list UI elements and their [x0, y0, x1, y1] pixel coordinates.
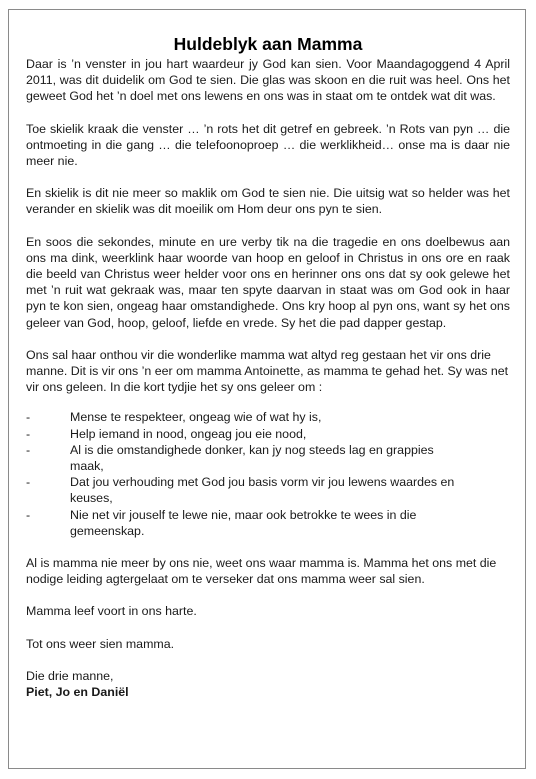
- paragraph-4: En soos die sekondes, minute en ure verby tik na die tragedie en ons doelbewus aan ons ma dink, weerklink haar woorde van hoop en geloof in Christus in ons ore en raak die beeld van Christus weer helder voor ons en herinner ons ons dat sy ook gelewe het met ’n ruit wat gekraak was, maar ten spyte daarvan in staat was om God ook in haar pyn te kon sien, ongeag haar omstandighede. Ons kry hoop al pyn ons, want sy het ons geleer van God, hoop, geloof, liefde en vrede. Sy het die pad dapper gestap.: [26, 234, 510, 330]
- bullet-dash: -: [26, 475, 31, 490]
- signature-names: Piet, Jo en Daniël: [26, 685, 129, 700]
- bullet-dash: -: [26, 507, 31, 522]
- bullet-list: [26, 409, 510, 539]
- closing-line-2: Tot ons weer sien mamma.: [26, 636, 175, 651]
- list-item: - Al is die omstandighede donker, kan jy nog steeds lag en grappies maak,: [26, 442, 434, 474]
- closing-line-1: Mamma leef voort in ons harte.: [26, 604, 197, 619]
- list-item: - Help iemand in nood, ongeag jou eie nood,: [26, 426, 307, 441]
- list-item: - Mense te respekteer, ongeag wie of wat hy is,: [26, 410, 322, 425]
- paragraph-2: Toe skielik kraak die venster … ’n rots het dit getref en gebreek. ’n Rots van pyn … die ontmoeting in die gang … die telefoonoproep … die werklikheid… onse ma is daar nie meer nie.: [26, 121, 510, 169]
- paragraph-5: Ons sal haar onthou vir die wonderlike mamma wat altyd reg gestaan het vir ons drie manne. Dit is vir ons ’n eer om mamma Antoinette, as mamma te gehad het. Sy was net vir ons geleen. In die kort tydjie het sy ons geleer om :: [26, 347, 509, 395]
- closing-paragraph: Al is mamma nie meer by ons nie, weet ons waar mamma is. Mamma het ons met die nodige leiding agtergelaat om te verseker dat ons mamma weer sal sien.: [26, 556, 497, 587]
- document-body: [26, 34, 510, 700]
- signature-line: Die drie manne,: [26, 668, 114, 683]
- bullet-dash: -: [26, 426, 31, 441]
- list-item: - Dat jou verhouding met God jou basis vorm vir jou lewens waardes en keuses,: [26, 475, 455, 506]
- bullet-dash: -: [26, 442, 31, 457]
- list-item: - Nie net vir jouself te lewe nie, maar ook betrokke te wees in die gemeenskap.: [26, 507, 417, 538]
- bullet-dash: -: [26, 410, 31, 425]
- paragraph-1: Daar is ’n venster in jou hart waardeur jy God kan sien. Voor Maandagoggend 4 April 2011, was dit duidelik om God te sien. Die glas was skoon en die ruit was heel. Ons het geweet God het ’n doel met ons lewens en ons was in staat om te ontdek wat dit was.: [26, 57, 510, 104]
- document-title: Huldeblyk aan Mamma: [173, 34, 363, 54]
- paragraph-3: En skielik is dit nie meer so maklik om God te sien nie. Die uitsig wat so helder was het verander en skielik was dit moeilik om Hom deur ons pyn te sien.: [26, 186, 510, 217]
